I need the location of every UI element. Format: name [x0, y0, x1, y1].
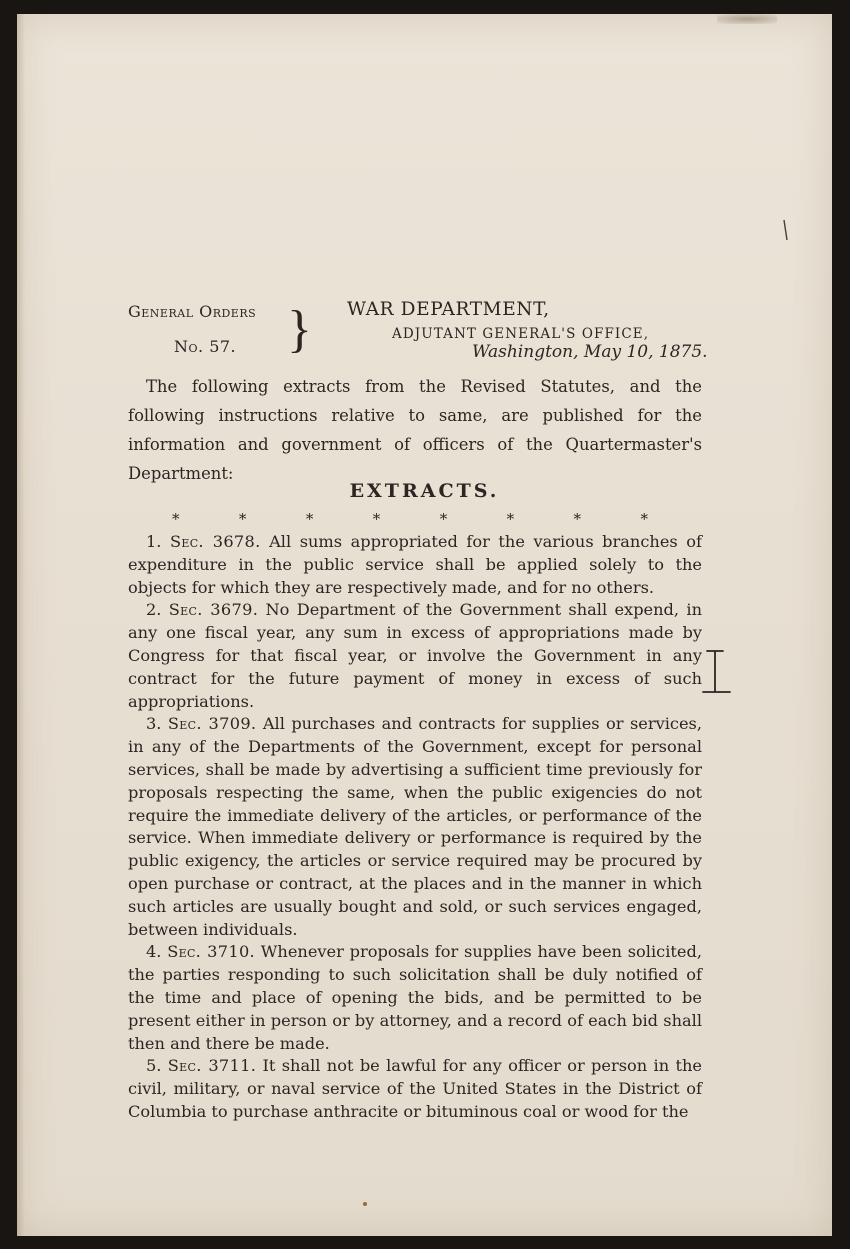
intro-paragraph: The following extracts from the Revised Statutes, and the following instructions relative to same, are published for the information and government of officers of the Quartermaster's Department:	[128, 377, 702, 483]
dateline-place: Washington,	[472, 342, 579, 362]
star: *	[238, 510, 247, 528]
section-number: 2.	[146, 600, 162, 620]
dateline	[472, 342, 708, 362]
extracts-heading: EXTRACTS.	[349, 480, 500, 502]
section-reference: Sec. 3709.	[167, 714, 257, 734]
section-paragraph	[128, 941, 702, 1055]
star: *	[506, 510, 515, 528]
section-text: Whenever proposals for supplies have been solicited, the parties responding to such solicitation shall be duly notified of the time and place of opening the bids, and be permitted to be present either in person or by attorney, and a record of each bid shall then and there be made.	[128, 942, 702, 1053]
corner-smudge	[717, 14, 777, 24]
margin-bracket-mark	[701, 648, 731, 694]
section-text: It shall not be lawful for any officer or person in the civil, military, or naval service of the United States in the District of Columbia to purchase anthracite or bituminous coal or wood for the	[128, 1056, 702, 1121]
section-number: 5.	[146, 1056, 162, 1076]
section-reference: Sec. 3711.	[167, 1056, 257, 1076]
section-reference: Sec. 3710.	[167, 942, 255, 962]
section-number: 4.	[146, 942, 162, 962]
section-paragraph	[128, 531, 702, 599]
section-text: No Department of the Government shall expend, in any one fiscal year, any sum in excess of appropriations made by Congress for that fiscal year, or involve the Government in any contract for the future payment of money in excess of such appropriations.	[128, 600, 703, 711]
office-name: ADJUTANT GENERAL'S OFFICE,	[392, 326, 650, 342]
star: *	[172, 510, 180, 528]
section-paragraph	[128, 713, 702, 941]
star: *	[640, 510, 648, 528]
section-reference: Sec. 3678.	[170, 532, 261, 551]
statute-sections	[128, 531, 702, 1124]
section-text: All purchases and contracts for supplies or services, in any of the Departments of the Government, except for personal services, shall be made by advertising a sufficient time previously for proposals respecting the same, when the public exigencies do not require the immediate delivery of the articles, or performance of the service. When immediate delivery or performance is required by the public exigency, the articles or service required may be procured by open purchase or contract, at the places and in the manner in which such articles are usually bought and sold, or such services engaged, between individuals.	[128, 714, 702, 939]
orders-label: General Orders	[128, 302, 257, 321]
star: *	[305, 510, 314, 528]
pencil-tick-mark	[782, 219, 790, 241]
orders-number: No. 57.	[174, 337, 237, 356]
document-page	[17, 14, 832, 1236]
orders-header	[17, 297, 832, 377]
star: *	[439, 510, 448, 528]
ink-spot	[363, 1202, 367, 1206]
section-paragraph	[128, 1055, 702, 1123]
section-paragraph	[128, 599, 702, 713]
section-reference: Sec. 3679.	[168, 600, 259, 620]
star: *	[372, 510, 381, 528]
section-number: 3.	[146, 714, 162, 734]
department-name: WAR DEPARTMENT,	[347, 299, 550, 320]
section-text: All sums appropriated for the various branches of expenditure in the public service shall be applied solely to the objects for which they are respectively made, and for no others.	[128, 532, 702, 597]
dateline-date: May 10, 1875.	[583, 342, 708, 362]
star: *	[573, 510, 582, 528]
section-number: 1.	[146, 532, 162, 551]
page-fold-shadow	[17, 14, 25, 1236]
ellipsis-stars	[172, 510, 648, 528]
header-brace: }	[287, 301, 312, 358]
